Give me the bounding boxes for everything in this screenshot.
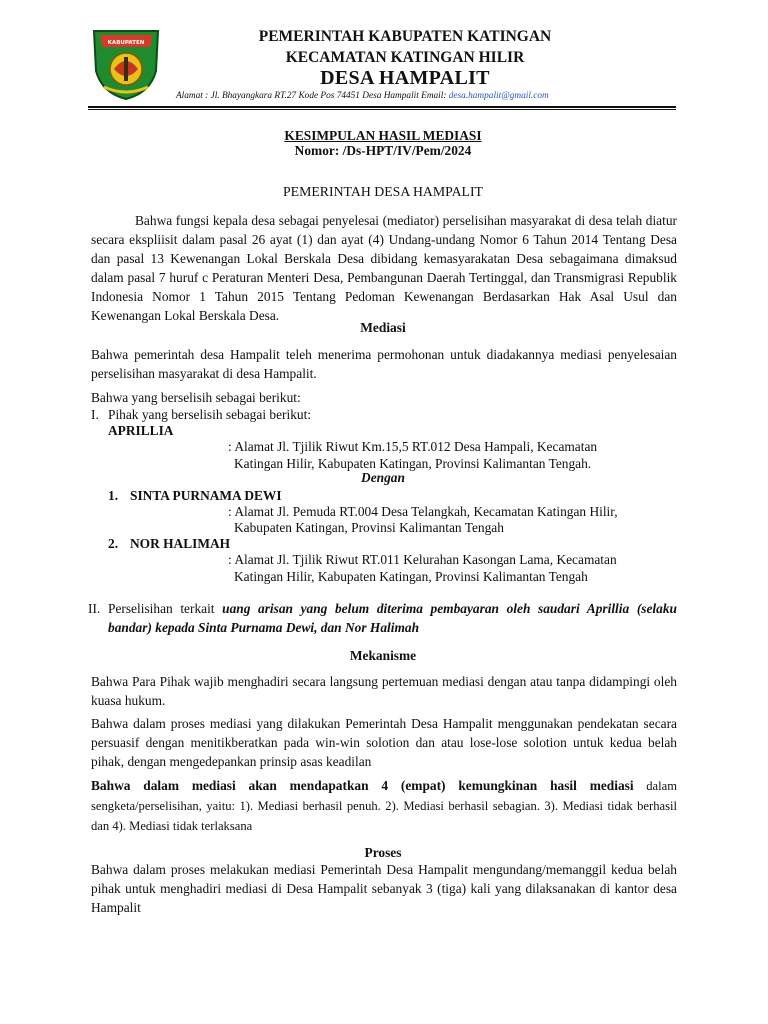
mekanisme-paragraph-1: Bahwa Para Pihak wajib menghadiri secara langsung pertemuan mediasi dengan atau tanpa didampingi oleh kuasa hukum. <box>91 674 677 708</box>
document-number: Nomor: /Ds-HPT/IV/Pem/2024 <box>294 143 472 158</box>
address-text: Alamat : Jl. Bhayangkara RT.27 Kode Pos 74451 Desa Hampalit Email: <box>176 91 449 101</box>
party-c-address-line1: : Alamat Jl. Tjilik Riwut RT.011 Kelurahan Kasongan Lama, Kecamatan <box>228 552 617 567</box>
mediasi-paragraph: Bahwa pemerintah desa Hampalit teleh menerima permohonan untuk diadakannya mediasi penyelesaian perselisihan masyarakat di desa Hampalit. <box>91 347 677 381</box>
logo-text: KABUPATEN <box>107 40 145 46</box>
intro-text: Bahwa fungsi kepala desa sebagai penyelesai (mediator) perselisihan masyarakat di desa telah diatur secara ekspliisit dalam pasal 26 ayat (1) dan ayat (4) Undang-undang Nomor 6 Tahun 2014 Tentang Desa dan pasal 13 Kewenangan Lokal Berskala Desa dibidang kemasyarakatan Desa sebagaimana dimaksud dalam pasal 7 huruf c Peraturan Menteri Desa, Pembangunan Daerah Tertinggal, dan Transmigrasi Republik Indonesia Nomor 1 Tahun 2015 Tentang Pedoman Kewenangan Berdasarkan Hak Asal Usul dan Kewenangan Lokal Berskala Desa. <box>91 213 677 323</box>
party-b-name: SINTA PURNAMA DEWI <box>130 488 282 503</box>
intro-paragraph <box>91 211 677 325</box>
point-2-subject-line2: (selaku bandar) kepada Sinta Purnama Dewi, dan Nor Halimah <box>108 601 677 635</box>
possible-outcomes-list: dalam sengketa/perselisihan, yaitu: 1). Mediasi berhasil penuh. 2). Mediasi berhasil sebagian. 3). Mediasi tidak berhasil dan 4). Mediasi tidak terlaksana <box>91 779 677 833</box>
point-1-text: Pihak yang berselisih sebagai berikut: <box>108 407 312 422</box>
header-divider-thin <box>88 109 676 110</box>
point-2-paragraph <box>108 599 677 637</box>
mekanisme-paragraph-2: Bahwa dalam proses mediasi yang dilakukan Pemerintah Desa Hampalit menggunakan pendekatan secara persuasif dengan menitikberatkan pada win-win solotion dan atau lose-lose solotion untuk kedua belah pihak, dengan mengedepankan prinsip asas keadilan <box>91 716 677 769</box>
section-heading-proses: Proses <box>364 845 402 860</box>
parties-intro: Bahwa yang berselisih sebagai berikut: <box>91 390 301 405</box>
point-2-prefix: Perselisihan terkait <box>108 601 223 616</box>
header-district-line: KECAMATAN KATINGAN HILIR <box>285 49 525 66</box>
email-link[interactable]: desa.hampalit@gmail.com <box>448 91 549 101</box>
party-c-address-line2: Katingan Hilir, Kabupaten Katingan, Provinsi Kalimantan Tengah <box>234 569 588 584</box>
header-village-line: DESA HAMPALIT <box>320 67 490 89</box>
party-a-address-line2: Katingan Hilir, Kabupaten Katingan, Provinsi Kalimantan Tengah. <box>234 456 592 471</box>
possible-outcomes-lead: Bahwa dalam mediasi akan mendapatkan 4 (empat) kemungkinan hasil mediasi <box>91 778 634 793</box>
party-c-name: NOR HALIMAH <box>130 536 231 551</box>
party-a-address-line1: : Alamat Jl. Tjilik Riwut Km.15,5 RT.012 Desa Hampali, Kecamatan <box>228 439 598 454</box>
dengan-label: Dengan <box>361 470 405 485</box>
header-address <box>176 91 549 101</box>
party-b-address-line1: : Alamat Jl. Pemuda RT.004 Desa Telangkah, Kecamatan Katingan Hilir, <box>228 504 618 519</box>
party-c-number: 2. <box>108 536 119 551</box>
point-2-number: II. <box>88 601 101 616</box>
header-government-line: PEMERINTAH KABUPATEN KATINGAN <box>258 28 552 45</box>
party-b-address-line2: Kabupaten Katingan, Provinsi Kalimantan Tengah <box>234 520 504 535</box>
point-1-number: I. <box>91 407 99 422</box>
header-divider-thick <box>88 106 676 108</box>
mekanisme-paragraph-3 <box>91 776 677 836</box>
party-b-number: 1. <box>108 488 119 503</box>
point-2-subject-line1: uang arisan yang belum diterima pembayaran oleh saudari Aprillia <box>222 601 630 616</box>
issuer-heading: PEMERINTAH DESA HAMPALIT <box>283 184 483 199</box>
section-heading-mediasi: Mediasi <box>360 320 406 335</box>
proses-paragraph: Bahwa dalam proses melakukan mediasi Pemerintah Desa Hampalit mengundang/memanggil kedua belah pihak untuk menghadiri mediasi di Desa Hampalit sebanyak 3 (tiga) kali yang dilaksanakan di kantor desa Hampalit <box>91 862 677 915</box>
party-a-name: APRILLIA <box>108 423 174 438</box>
document-title: KESIMPULAN HASIL MEDIASI <box>284 128 482 143</box>
section-heading-mekanisme: Mekanisme <box>349 648 417 663</box>
